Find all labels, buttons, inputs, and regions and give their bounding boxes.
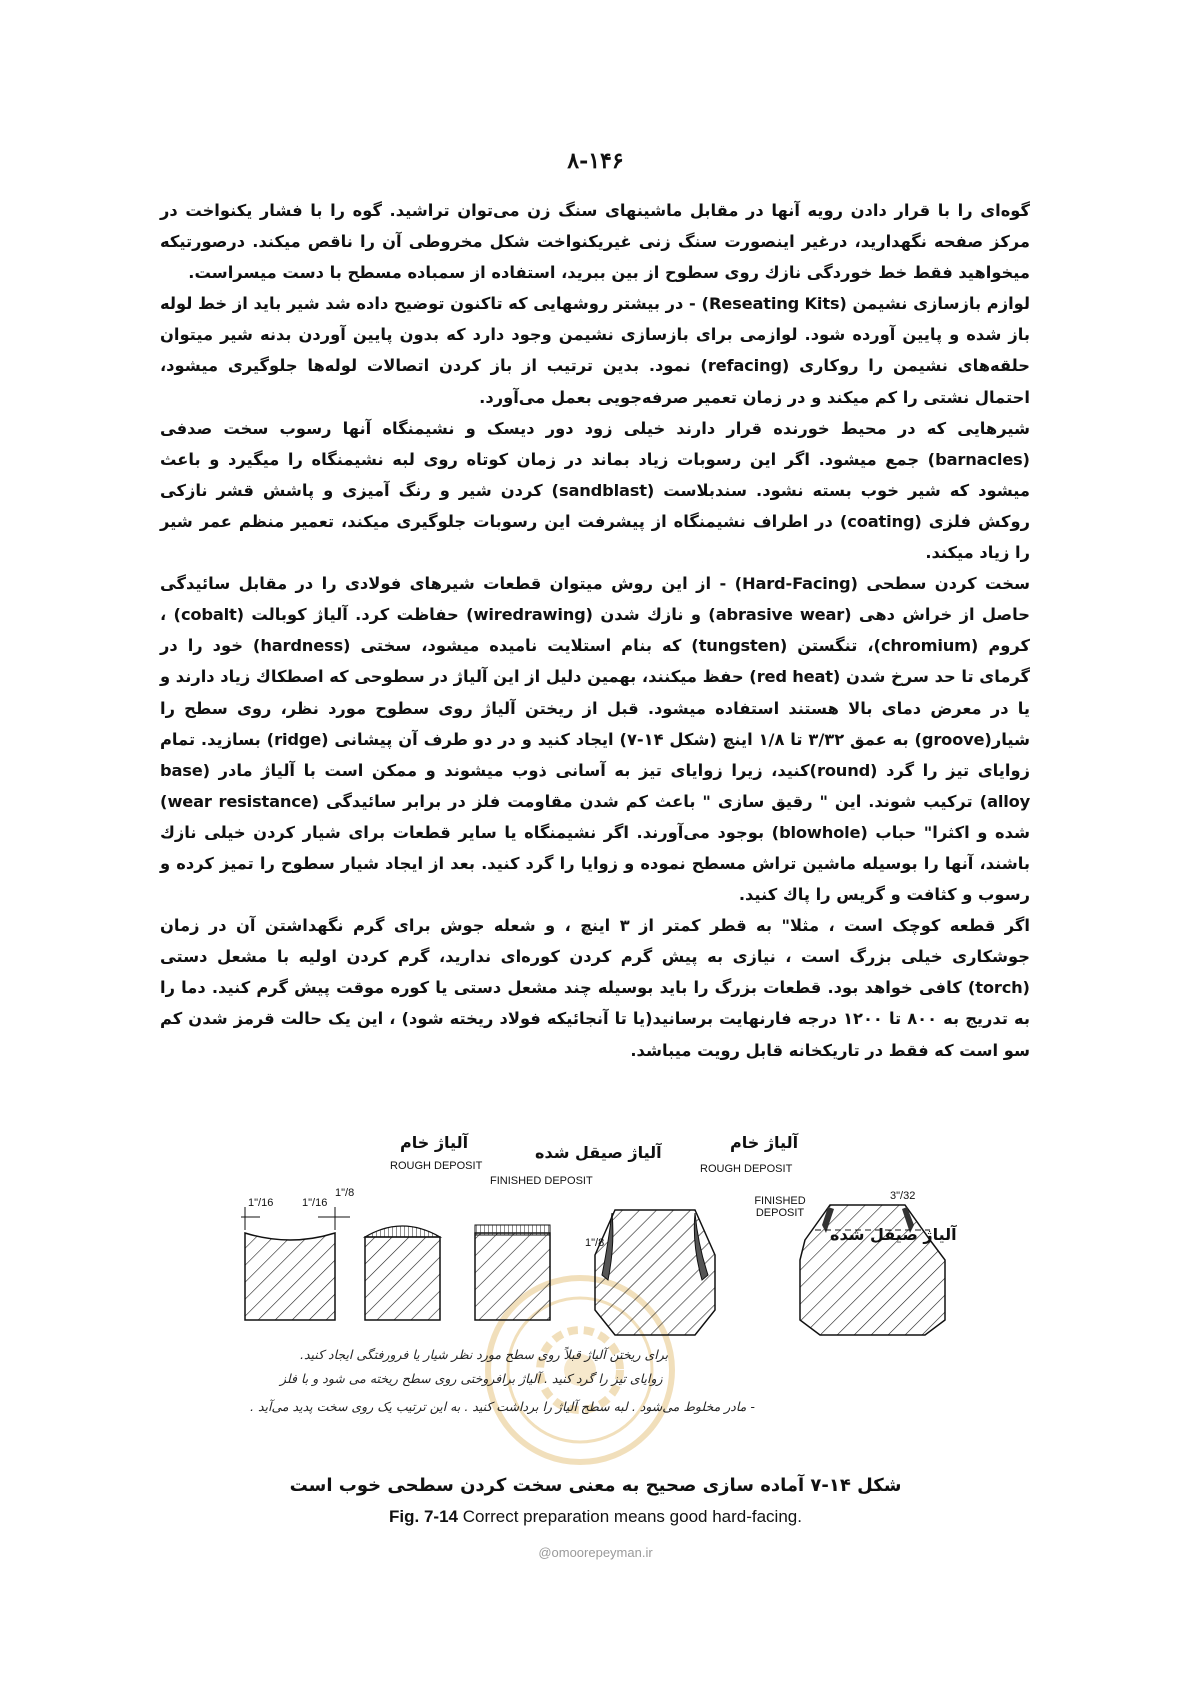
label-finished-deposit-2: FINISHED DEPOSIT <box>754 1195 806 1219</box>
handwritten-note-2: زوایای تیز را گرد کنید . آلیاژ برافروختی روی سطح ریخته می شود و با فلز <box>280 1371 663 1386</box>
figure-caption-persian: شکل ۱۴-۷ آماده سازی صحیح به معنی سخت کردن سطحی خوب است <box>289 1475 902 1496</box>
tapered-rough-block <box>595 1210 715 1335</box>
paragraph-1: گوه‌ای را با قرار دادن رویه آنها در مقابل ماشینهای سنگ زن می‌توان تراشید. گوه را با فشار یکنواخت در مرکز صفحه نگهدارید، درغیر اینصورت سنگ زنی غیریکنواخت شکل مخروطی آن را ناقص میکند. درصورتیکه میخواهید فقط خط خوردگی نازك روی سطوح از بین ببرید، استفاده از سمباده مسطح با دست میسراست. <box>160 201 1030 283</box>
figure-caption-english <box>0 1507 1191 1527</box>
paragraph-4: سخت کردن سطحی (Hard-Facing) - از این روش میتوان قطعات شیرهای فولادی را در مقابل سائیدگی حاصل از خراش دهی (abrasive wear) و نازك شدن (wiredrawing) حفاظت کرد. آلیاژ کوبالت (cobalt) ، کروم (chromium)، تنگستن (tungsten) که بنام استلایت نامیده میشود، سختی (hardness) خود را در گرمای تا حد سرخ شدن (red heat) حفظ میکنند، بهمین دلیل از این آلیاژ در سطوحی که اصطکاك زیاد دارند و یا در معرض دمای بالا هستند استفاده میشود. قبل از ریختن آلیاژ روی سطوح مورد نظر، روی سطح را شیار(groove) به عمق ۳/۳۲ تا ۱/۸ اینچ (شکل ۱۴-۷) ایجاد کنید و در دو طرف آن پیشانی (ridge) بسازید. تمام زوایای تیز را گرد (round)کنید، زیرا زوایای تیز به آسانی ذوب میشوند و ممکن است با آلیاژ مادر (base alloy) ترکیب شوند. این " رقیق سازی " باعث کم شدن مقاومت فلز در برابر سائیدگی (wear resistance) شده و اکثرا" حباب (blowhole) بوجود می‌آورند. اگر نشیمنگاه یا سایر قطعات برای شیار کردن خیلی نازك باشند، آنها را بوسیله ماشین تراش مسطح نموده و زوایا را گرد کنید. بعد از ایجاد شیار سطوح را تمیز کرده و رسوب و کثافت و گریس را پاك کنید. <box>160 574 1031 905</box>
finished-deposit-block <box>475 1225 550 1320</box>
figure-number: Fig. 7-14 <box>389 1507 458 1526</box>
handwritten-note-3: - مادر مخلوط می‌شود . لبه سطح آلیاژ را برداشت کنید . به این ترتیب یک روی سخت پدید می‌آید . <box>250 1399 755 1414</box>
label-finished-deposit-1: FINISHED DEPOSIT <box>490 1175 593 1187</box>
label-fa-raw-alloy-2: آلیاژ خام <box>730 1133 799 1152</box>
dim-label-1-8-side: 1"/8 <box>585 1237 605 1249</box>
paragraph-2: لوازم بازسازی نشیمن (Reseating Kits) - در بیشتر روشهایی که تاکنون توضیح داده شد شیر باید از خط لوله باز شده و پایین آورده شود. لوازمی برای بازسازی نشیمن وجود دارد که بدون پایین آوردن بدنه شیر میتوان حلقه‌های نشیمن را روکاری (refacing) نمود. بدین ترتیب از باز کردن اتصالات لوله‌ها جلوگیری میشود، احتمال نشتی را کم میکند و در زمان تعمیر صرفه‌جویی بعمل می‌آورد. <box>160 294 1030 407</box>
label-fa-polished-alloy-1: آلیاژ صیقل شده <box>535 1143 662 1162</box>
body-text <box>160 195 1030 1066</box>
watermark-url: @omoorepeyman.ir <box>538 1545 653 1560</box>
grooved-block <box>241 1207 350 1320</box>
figure-caption-text: Correct preparation means good hard-facing. <box>458 1507 802 1526</box>
handwritten-note-1: برای ریختن آلیاژ قبلاً روی سطح مورد نظر شیار یا فرورفتگی ایجاد کنید. <box>300 1347 669 1362</box>
label-rough-deposit-1: ROUGH DEPOSIT <box>390 1160 483 1172</box>
label-fa-raw-alloy-1: آلیاژ خام <box>400 1133 469 1152</box>
dim-label-1-8-top: 1"/8 <box>335 1187 355 1199</box>
dim-label-1-16-b: 1"/16 <box>302 1197 328 1209</box>
dim-label-3-32: 3"/32 <box>890 1190 916 1202</box>
paragraph-5: اگر قطعه کوچک است ، مثلا" به قطر کمتر از ۳ اینچ ، و شعله جوش برای گرم نگهداشتن آن در زمان جوشکاری خیلی بزرگ است ، نیازی به پیش گرم کردن کوره‌ای ندارید، گرم کردن اولیه با مشعل دستی (torch) کافی خواهد بود. قطعات بزرگ را باید بوسیله چند مشعل دستی یا کوره موقت پیش گرم کنید. دما را به تدریج به ۸۰۰ تا ۱۲۰۰ درجه فارنهایت برسانید(یا تا آنجائیکه فولاد ریخته شود) ، این یک حالت قرمز شدن کم سو است که فقط در تاریکخانه قابل رویت میباشد. <box>160 916 1030 1060</box>
label-rough-deposit-2: ROUGH DEPOSIT <box>700 1163 793 1175</box>
figure-hard-facing <box>240 1133 957 1450</box>
paragraph-3: شیرهایی که در محیط خورنده قرار دارند خیلی زود دور دیسک و نشیمنگاه آنها رسوب سخت صدفی (barnacles) جمع میشود. اگر این رسوبات زیاد بماند در زمان کوتاه روی لبه نشیمنگاه را میگیرد و باعث میشود که شیر خوب بسته نشود. سندبلاست (sandblast) کردن شیر و رنگ آمیزی و پاشش قشر نازکی روکش فلزی (coating) در اطراف نشیمنگاه از پیشرفت این رسوبات جلوگیری میکند، تعمیر منظم عمر شیر را زیاد میکند. <box>160 418 1030 563</box>
label-fa-polished-alloy-2: آلیاژ صیقل شده <box>830 1225 957 1244</box>
dim-label-1-16-a: 1"/16 <box>248 1197 274 1209</box>
rough-deposit-block <box>365 1226 440 1320</box>
page-number: ۸-۱۴۶ <box>567 148 624 174</box>
